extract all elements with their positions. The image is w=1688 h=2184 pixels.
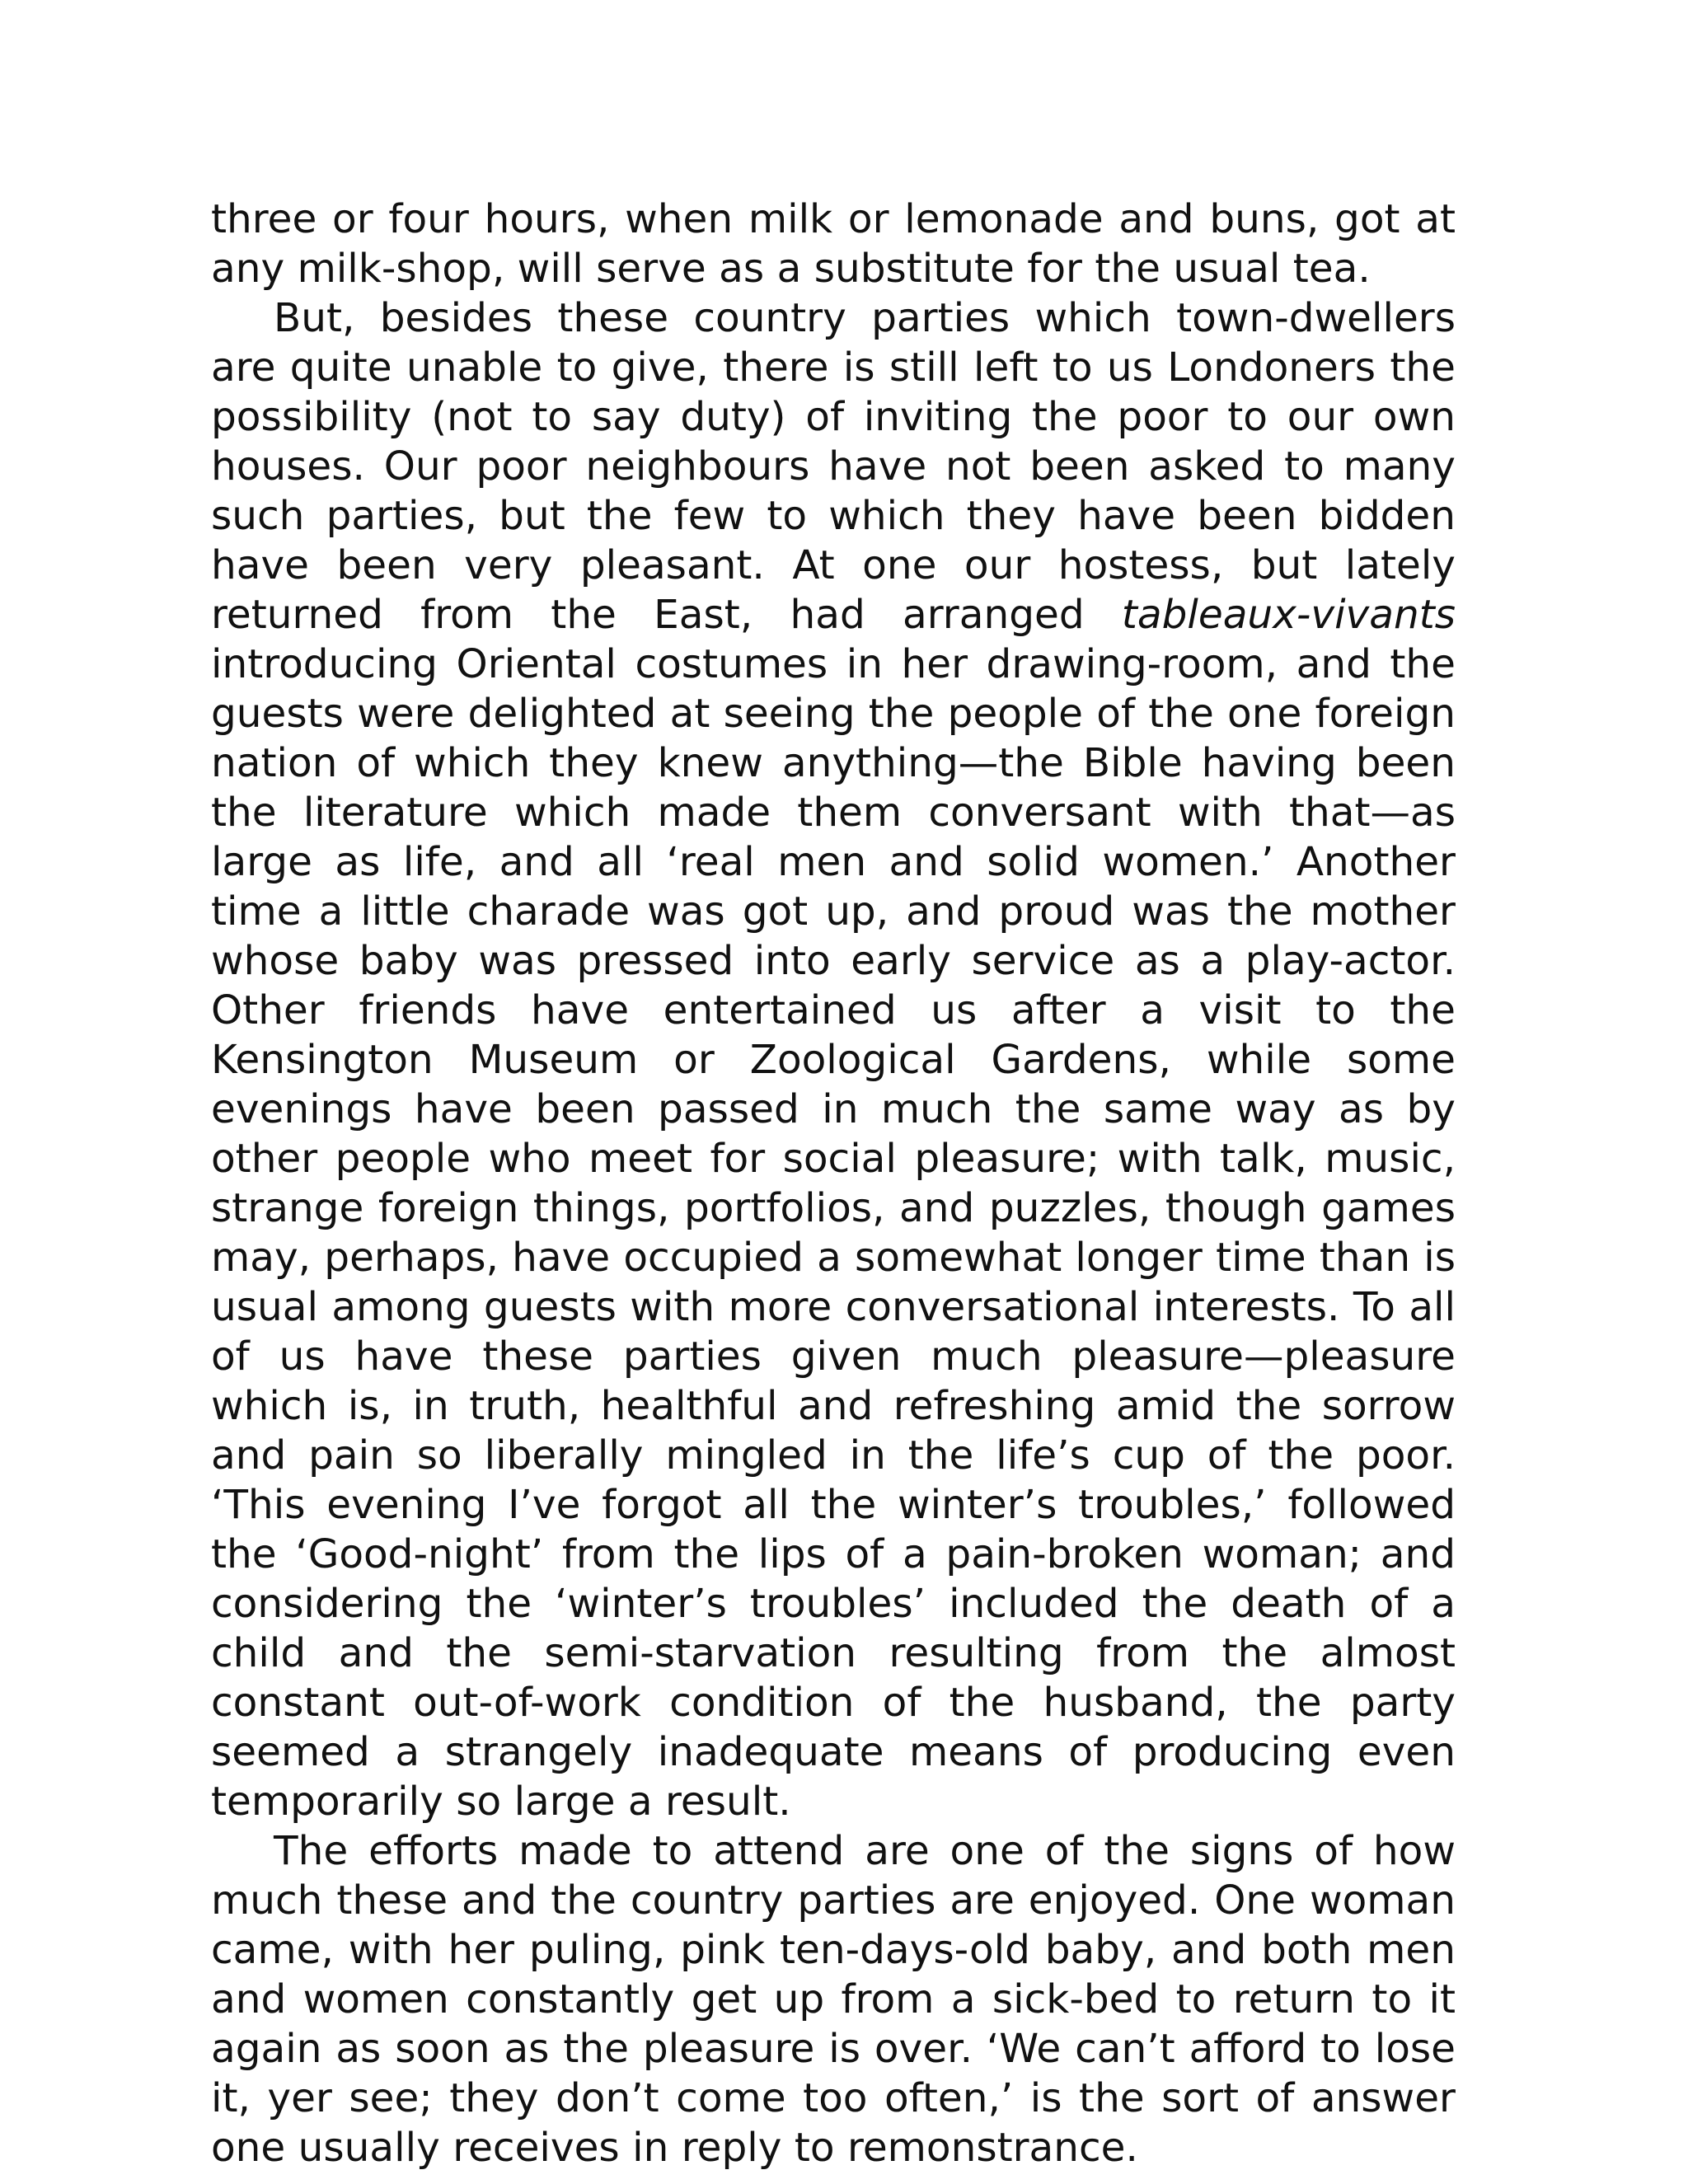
paragraph-text-after-italic: introducing Oriental costumes in her drawing-room, and the guests were delighted at seeing the people of the one foreign nation of which they knew anything—the Bible having been the literature which made them conversant with that—as large as life, and all ‘real men and solid women.’ Another time a little charade was got up, and proud was the mother whose baby was pressed into early service as a play-actor. Other friends have entertained us after a visit to the Kensington Museum or Zoological Gardens, while some evenings have been passed in much the same way as by other people who meet for social pleasure; with talk, music, strange foreign things, portfolios, and puzzles, though games may, perhaps, have occupied a somewhat longer time than is usual among guests with more conversational interests. To all of us have these parties given much pleasure—pleasure which is, in truth, healthful and refreshing amid the sorrow and pain so liberally mingled in the life’s cup of the poor. ‘This evening I’ve forgot all the winter’s troubles,’ followed the ‘Good-night’ from the lips of a pain-broken woman; and considering the ‘winter’s troubles’ included the death of a child and the semi-starvation resulting from the almost constant out-of-work condition of the husband, the party seemed a strangely inadequate means of producing even temporarily so large a result. — [211, 641, 1456, 1825]
paragraph-parties — [211, 293, 1456, 1826]
italic-phrase: tableaux-vivants — [1121, 592, 1456, 638]
paragraph-text-before-italic: But, besides these country parties which town-dwellers are quite unable to give, there is still left to us Londoners the possibility (not to say duty) of inviting the poor to our own houses. Our poor neighbours have not been asked to many such parties, but the few to which they have been bidden have been very pleasant. At one our hostess, but lately returned from the East, had arranged — [211, 295, 1456, 638]
paragraph-text: The efforts made to attend are one of the signs of how much these and the country parties are enjoyed. One woman came, with her puling, pink ten-days-old baby, and both men and women constantly get up from a sick-bed to return to it again as soon as the pleasure is over. ‘We can’t afford to lose it, yer see; they don’t come too often,’ is the sort of answer one usually receives in reply to remonstrance. — [211, 1828, 1456, 2171]
paragraph-efforts — [211, 1826, 1456, 2172]
document-page — [211, 194, 1456, 2172]
paragraph-continuation — [211, 194, 1456, 293]
paragraph-text: three or four hours, when milk or lemonade and buns, got at any milk-shop, will serve as a substitute for the usual tea. — [211, 196, 1456, 292]
